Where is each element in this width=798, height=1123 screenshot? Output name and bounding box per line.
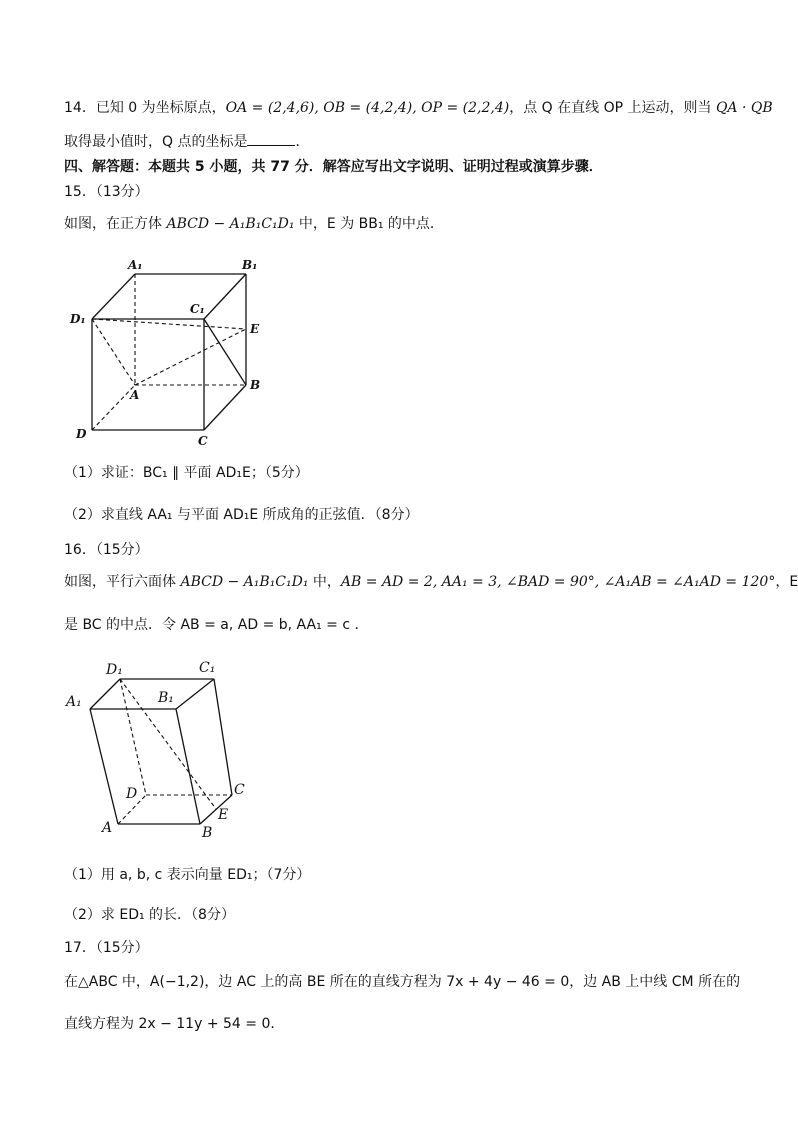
q17-line1: 在△ABC 中，A(−1,2)，边 AC 上的高 BE 所在的直线方程为 7x + 4y − 46 = 0，边 AB 上中线 CM 所在的: [64, 974, 741, 990]
q14-answer-blank: [247, 131, 295, 146]
q15-stem-suffix: 中，E 为 BB₁ 的中点．: [294, 216, 444, 232]
q15-label-C1: C₁: [190, 302, 205, 316]
q15-header: 15．（13分）: [64, 184, 149, 200]
q14-mid: ，点 Q 在直线 OP 上运动，则当: [509, 100, 716, 116]
q15-label-A1: A₁: [128, 258, 143, 272]
q15-stem: [64, 214, 734, 234]
q16-stem-cond: AB = AD = 2, AA₁ = 3, ∠BAD = 90°, ∠A₁AB = ∠A₁AD = 120°: [340, 574, 776, 590]
q17-header: 17．（15分）: [64, 940, 149, 956]
q16-label-A: A: [102, 820, 113, 836]
q16-stem-mid: 中，: [308, 574, 341, 590]
q14-prefix: 14．已知 0 为坐标原点，: [64, 100, 226, 116]
q16-label-A1: A₁: [66, 694, 82, 710]
q15-part2: （2）求直线 AA₁ 与平面 AD₁E 所成角的正弦值．（8分）: [64, 507, 419, 523]
q15-part1: （1）求证：BC₁ ∥ 平面 AD₁E；（5分）: [64, 465, 309, 481]
q17-line2: 直线方程为 2x − 11y + 54 = 0．: [64, 1016, 285, 1032]
q16-stem-line1: [64, 572, 798, 592]
q16-parallelepiped-figure: [64, 652, 264, 846]
q15-stem-prefix: 如图，在正方体: [64, 216, 167, 232]
q14-dot-expr: QA · QB: [715, 100, 773, 116]
q15-label-E: E: [250, 322, 260, 336]
q15-cube-figure: [64, 252, 284, 456]
q14-vectors: OA = (2,4,6), OB = (4,2,4), OP = (2,2,4): [225, 100, 510, 116]
q16-parallelepiped-svg: [64, 652, 264, 842]
q16-part2: （2）求 ED₁ 的长．（8分）: [64, 907, 235, 923]
q16-label-E: E: [218, 807, 229, 823]
q14-line2-text: 取得最小值时，Q 点的坐标是: [64, 134, 248, 150]
q16-stem-prefix: 如图，平行六面体: [64, 574, 181, 590]
q15-label-D: D: [76, 427, 87, 441]
q16-stem-math: ABCD − A₁B₁C₁D₁: [180, 574, 309, 590]
q16-stem-line2: 是 BC 的中点．令 AB = a, AD = b, AA₁ = c ．: [64, 617, 369, 633]
q16-label-B: B: [202, 825, 213, 841]
q14-line1: [64, 98, 773, 118]
q15-cube-svg: [64, 252, 284, 452]
q15-label-A: A: [130, 388, 140, 402]
q16-stem-end: ，E: [775, 574, 798, 590]
q16-label-C: C: [234, 782, 245, 798]
q16-header: 16．（15分）: [64, 542, 149, 558]
q14-line2: [64, 131, 734, 152]
q16-label-C1: C₁: [199, 660, 216, 676]
q16-label-D: D: [126, 786, 138, 802]
q15-stem-math: ABCD − A₁B₁C₁D₁: [166, 216, 295, 232]
q15-label-C: C: [198, 434, 208, 448]
q16-part1: （1）用 a, b, c 表示向量 ED₁；（7分）: [64, 867, 311, 883]
q15-label-B: B: [250, 378, 261, 392]
q16-label-D1: D₁: [106, 662, 123, 678]
q15-label-D1: D₁: [70, 312, 86, 326]
q14-line2-end: ．: [295, 134, 310, 150]
q15-label-B1: B₁: [242, 258, 258, 272]
section-heading: 四、解答题：本题共 5 小题，共 77 分．解答应写出文字说明、证明过程或演算步骤．: [64, 159, 603, 175]
q16-label-B1: B₁: [158, 690, 174, 706]
